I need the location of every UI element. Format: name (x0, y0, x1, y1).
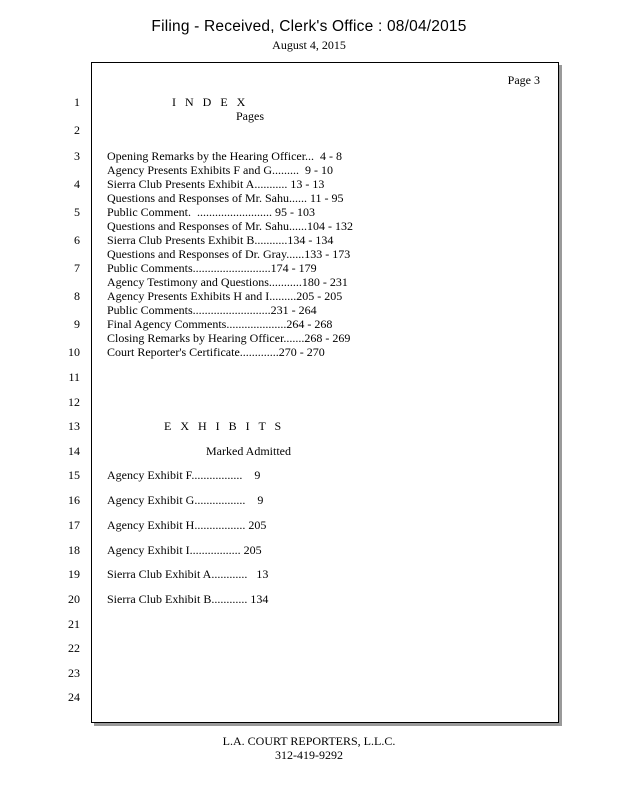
line-number: 19 (68, 567, 80, 581)
hearing-date: August 4, 2015 (272, 38, 346, 52)
index-entry: Opening Remarks by the Hearing Officer... 4 - 8 (107, 149, 343, 163)
line-number: 2 (74, 123, 80, 137)
line-number: 20 (68, 592, 80, 606)
index-entry: Final Agency Comments....................264 - 268 (107, 317, 333, 331)
line-number: 15 (68, 468, 80, 482)
line-number: 13 (68, 419, 80, 433)
exhibits-columns-label: Marked Admitted (206, 444, 291, 458)
line-number: 1 (74, 95, 80, 109)
line-number: 16 (68, 493, 80, 507)
filing-stamp: Filing - Received, Clerk's Office : 08/04/2015 (151, 18, 467, 35)
line-number: 22 (68, 641, 80, 655)
index-entry: Sierra Club Presents Exhibit A........... 13 - 13 (107, 177, 325, 191)
line-number: 8 (74, 289, 80, 303)
exhibit-entry: Agency Exhibit G................. 9 (107, 493, 264, 507)
line-number: 14 (68, 444, 80, 458)
exhibit-entry: Agency Exhibit H................. 205 (107, 518, 267, 532)
index-entry: Agency Testimony and Questions...........180 - 231 (107, 275, 348, 289)
line-number: 4 (74, 177, 80, 191)
index-entry: Questions and Responses of Mr. Sahu...... 11 - 95 (107, 191, 344, 205)
footer-phone: 312-419-9292 (275, 748, 343, 762)
line-number: 9 (74, 317, 80, 331)
line-number: 17 (68, 518, 80, 532)
index-entry: Sierra Club Presents Exhibit B...........134 - 134 (107, 233, 334, 247)
line-number: 12 (68, 395, 80, 409)
line-number: 6 (74, 233, 80, 247)
line-number: 23 (68, 666, 80, 680)
footer-company: L.A. COURT REPORTERS, L.L.C. (222, 734, 396, 748)
line-number: 10 (68, 345, 80, 359)
index-entry: Agency Presents Exhibits F and G......... 9 - 10 (107, 163, 333, 177)
line-number: 3 (74, 149, 80, 163)
page-number: Page 3 (507, 73, 540, 87)
line-number: 18 (68, 543, 80, 557)
pages-column-label: Pages (236, 109, 264, 123)
index-heading: I N D E X (172, 95, 249, 109)
exhibit-entry: Agency Exhibit I................. 205 (107, 543, 262, 557)
index-entry: Questions and Responses of Mr. Sahu......104 - 132 (107, 219, 353, 233)
line-number: 21 (68, 617, 80, 631)
exhibit-entry: Sierra Club Exhibit B............ 134 (107, 592, 269, 606)
line-number: 7 (74, 261, 80, 275)
index-entry: Agency Presents Exhibits H and I.........205 - 205 (107, 289, 343, 303)
line-number: 11 (68, 370, 80, 384)
index-entry: Closing Remarks by Hearing Officer.......268 - 269 (107, 331, 351, 345)
exhibit-entry: Sierra Club Exhibit A............ 13 (107, 567, 269, 581)
index-entry: Public Comments..........................174 - 179 (107, 261, 317, 275)
line-number: 5 (74, 205, 80, 219)
index-entry: Public Comment. ......................... 95 - 103 (107, 205, 315, 219)
line-number: 24 (68, 690, 80, 704)
index-entry: Court Reporter's Certificate.............270 - 270 (107, 345, 325, 359)
index-entry: Questions and Responses of Dr. Gray......133 - 173 (107, 247, 351, 261)
index-entry: Public Comments..........................231 - 264 (107, 303, 317, 317)
exhibits-heading: E X H I B I T S (164, 419, 285, 433)
exhibit-entry: Agency Exhibit F................. 9 (107, 468, 261, 482)
